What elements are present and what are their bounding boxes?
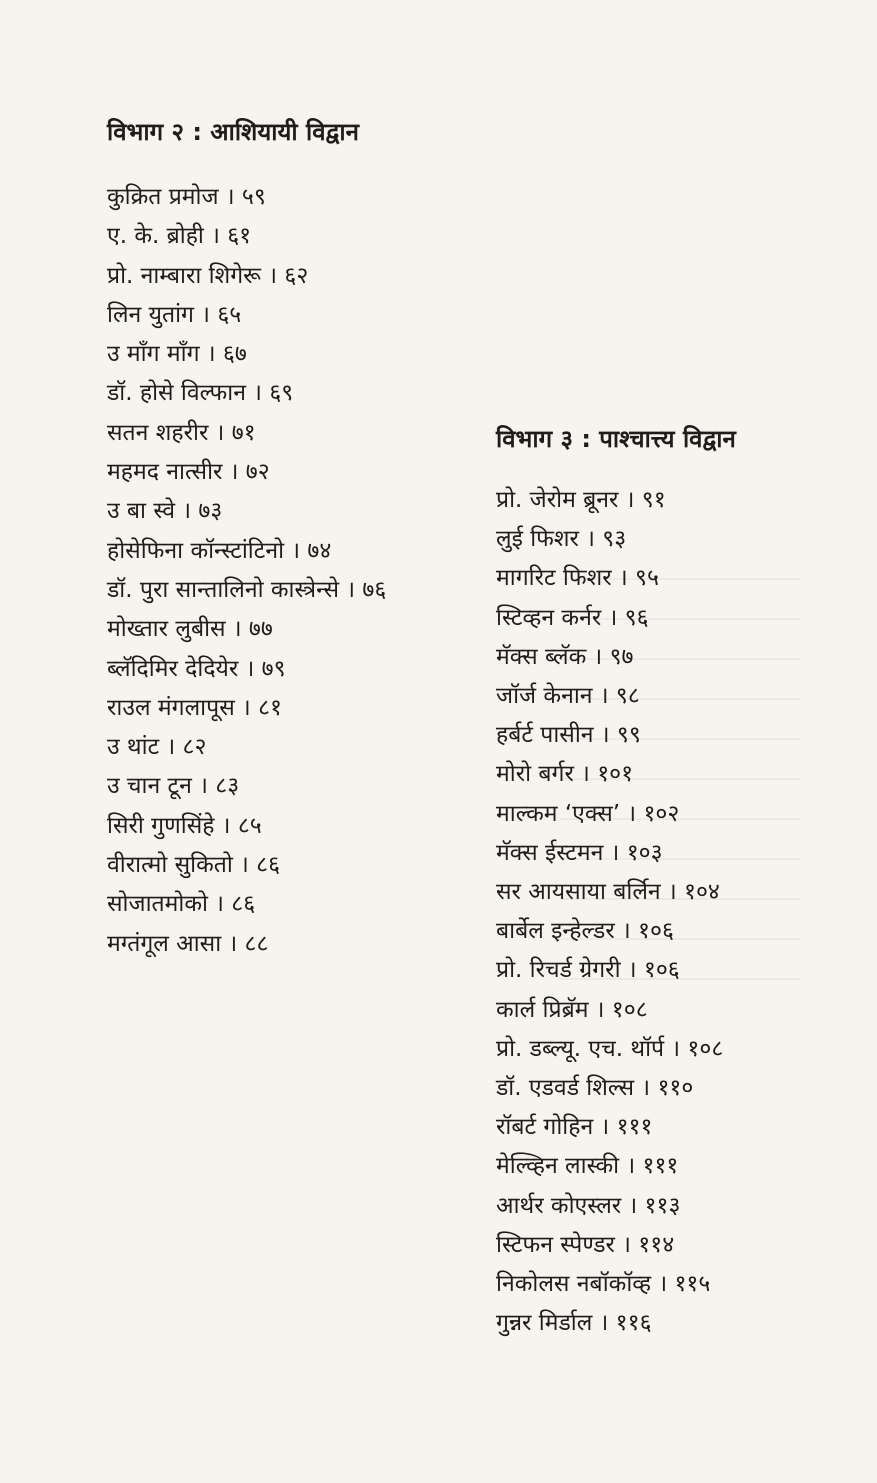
list-item: मागरिट फिशर । ९५ — [496, 565, 659, 592]
list-item: जॉर्ज केनान । ९८ — [496, 683, 640, 710]
list-item: उ थांट । ८२ — [107, 734, 207, 761]
list-item: स्टिव्हन कर्नर । ९६ — [496, 604, 649, 631]
list-item: प्रो. रिचर्ड ग्रेगरी । १०६ — [496, 957, 680, 984]
list-item: कुक्रित प्रमोज । ५९ — [107, 184, 266, 210]
list-item: प्रो. नाम्बारा शिगेरू । ६२ — [107, 262, 309, 289]
list-item: रॉबर्ट गोहिन । १११ — [496, 1114, 653, 1141]
list-item: मॅक्स ब्लॅक । ९७ — [496, 643, 634, 670]
list-item: होसेफिना कॉन्स्टांटिनो । ७४ — [107, 537, 332, 564]
list-item: उ माँग माँग । ६७ — [107, 341, 247, 368]
list-item: वीरात्मो सुकितो । ८६ — [107, 852, 281, 879]
list-item: सोजातमोको । ८६ — [107, 891, 256, 918]
entry-list — [496, 481, 856, 1343]
list-item: डॉ. पुरा सान्तालिनो कास्त्रेन्से । ७६ — [107, 576, 387, 603]
list-item: गुन्नर मिर्डाल । ११६ — [496, 1310, 652, 1337]
list-item: निकोलस नबॉकॉव्ह । ११५ — [496, 1271, 711, 1298]
list-item: सिरी गुणसिंहे । ८५ — [107, 812, 262, 839]
section-asian-scholars — [107, 112, 467, 964]
list-item: मॅक्स ईस्टमन । १०३ — [496, 839, 663, 866]
list-item: आर्थर कोएस्लर । ११३ — [496, 1192, 681, 1219]
section-heading: विभाग ३ : पाश्चात्त्य विद्वान — [496, 425, 736, 453]
list-item: सतन शहरीर । ७१ — [107, 419, 256, 446]
list-item: महमद नात्सीर । ७२ — [107, 459, 270, 486]
list-item: ए. के. ब्रोही । ६१ — [107, 223, 252, 250]
list-item: हर्बर्ट पासीन । ९९ — [496, 722, 641, 749]
list-item: राउल मंगलापूस । ८१ — [107, 694, 282, 721]
list-item: मोख्तार लुबीस । ७७ — [107, 616, 273, 643]
section-heading: विभाग २ : आशियायी विद्वान — [107, 118, 359, 146]
list-item: स्टिफन स्पेण्डर । ११४ — [496, 1231, 675, 1258]
list-item: ब्लॅदिमिर देदियेर । ७९ — [107, 655, 286, 682]
list-item: उ चान टून । ८३ — [107, 773, 240, 800]
list-item: मग्तंगूल आसा । ८८ — [107, 930, 269, 957]
list-item: लिन युतांग । ६५ — [107, 301, 242, 328]
entry-list — [107, 178, 467, 964]
list-item: बार्बेल इन्हेल्डर । १०६ — [496, 918, 674, 945]
list-item: डॉ. एडवर्ड शिल्स । ११० — [496, 1075, 694, 1102]
list-item: प्रो. डब्ल्यू. एच. थॉर्प । १०८ — [496, 1035, 724, 1062]
list-item: लुई फिशर । ९३ — [496, 526, 627, 553]
list-item: कार्ल प्रिब्रॅम । १०८ — [496, 996, 648, 1023]
list-item: माल्कम ‘एक्स’ । १०२ — [496, 800, 680, 827]
list-item: मोरो बर्गर । १०१ — [496, 761, 634, 788]
list-item: उ बा स्वे । ७३ — [107, 498, 223, 525]
list-item: मेल्व्हिन लास्की । १११ — [496, 1153, 679, 1180]
list-item: डॉ. होसे विल्फान । ६९ — [107, 380, 294, 407]
list-item: सर आयसाया बर्लिन । १०४ — [496, 879, 720, 906]
section-western-scholars — [496, 419, 856, 1343]
list-item: प्रो. जेरोम ब्रूनर । ९१ — [496, 487, 666, 513]
